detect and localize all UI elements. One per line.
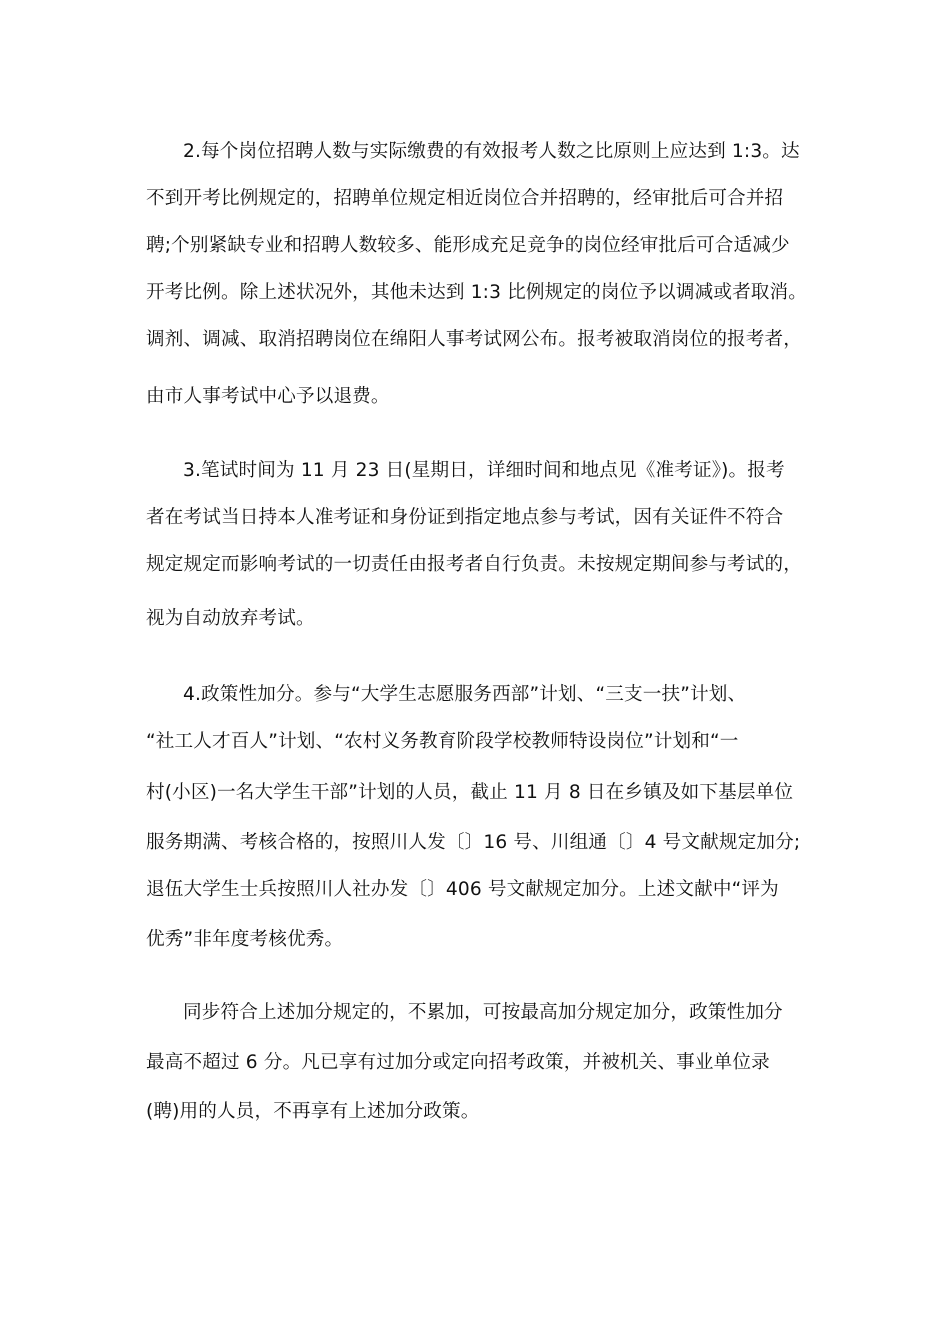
paragraph-line: 由市人事考试中心予以退费。 [146,386,390,407]
paragraph-line: 优秀”非年度考核优秀。 [146,929,344,950]
paragraph-line: 最高不超过 6 分。凡已享有过加分或定向招考政策，并被机关、事业单位录 [146,1052,770,1073]
paragraph-line: 视为自动放弃考试。 [146,608,315,629]
paragraph-line: 聘;个别紧缺专业和招聘人数较多、能形成充足竞争的岗位经审批后可合适减少 [146,235,790,256]
paragraph-line: 2.每个岗位招聘人数与实际缴费的有效报考人数之比原则上应达到 1:3。达 [183,141,800,162]
paragraph-line: 规定规定而影响考试的一切责任由报考者自行负责。未按规定期间参与考试的， [146,554,803,575]
paragraph-line: 退伍大学生士兵按照川人社办发〔〕406 号文献规定加分。上述文献中“评为 [146,879,779,900]
paragraph-line: 调剂、调减、取消招聘岗位在绵阳人事考试网公布。报考被取消岗位的报考者， [146,329,803,350]
paragraph-line: 服务期满、考核合格的，按照川人发〔〕16 号、川组通〔〕4 号文献规定加分; [146,832,801,853]
paragraph-line: 者在考试当日持本人准考证和身份证到指定地点参与考试，因有关证件不符合 [146,507,784,528]
paragraph-line: 3.笔试时间为 11 月 23 日(星期日，详细时间和地点见《准考证》)。报考 [183,460,785,481]
paragraph-line: “社工人才百人”计划、“农村义务教育阶段学校教师特设岗位”计划和“一 [146,731,739,752]
paragraph-line: 开考比例。除上述状况外，其他未达到 1:3 比例规定的岗位予以调减或者取消。 [146,282,808,303]
paragraph-line: 村(小区)一名大学生干部”计划的人员，截止 11 月 8 日在乡镇及如下基层单位 [146,782,794,803]
paragraph-line: 4.政策性加分。参与“大学生志愿服务西部”计划、“三支一扶”计划、 [183,684,747,705]
paragraph-line: 同步符合上述加分规定的，不累加，可按最高加分规定加分，政策性加分 [183,1002,783,1023]
paragraph-line: 不到开考比例规定的，招聘单位规定相近岗位合并招聘的，经审批后可合并招 [146,188,784,209]
paragraph-line: (聘)用的人员，不再享有上述加分政策。 [146,1101,480,1122]
